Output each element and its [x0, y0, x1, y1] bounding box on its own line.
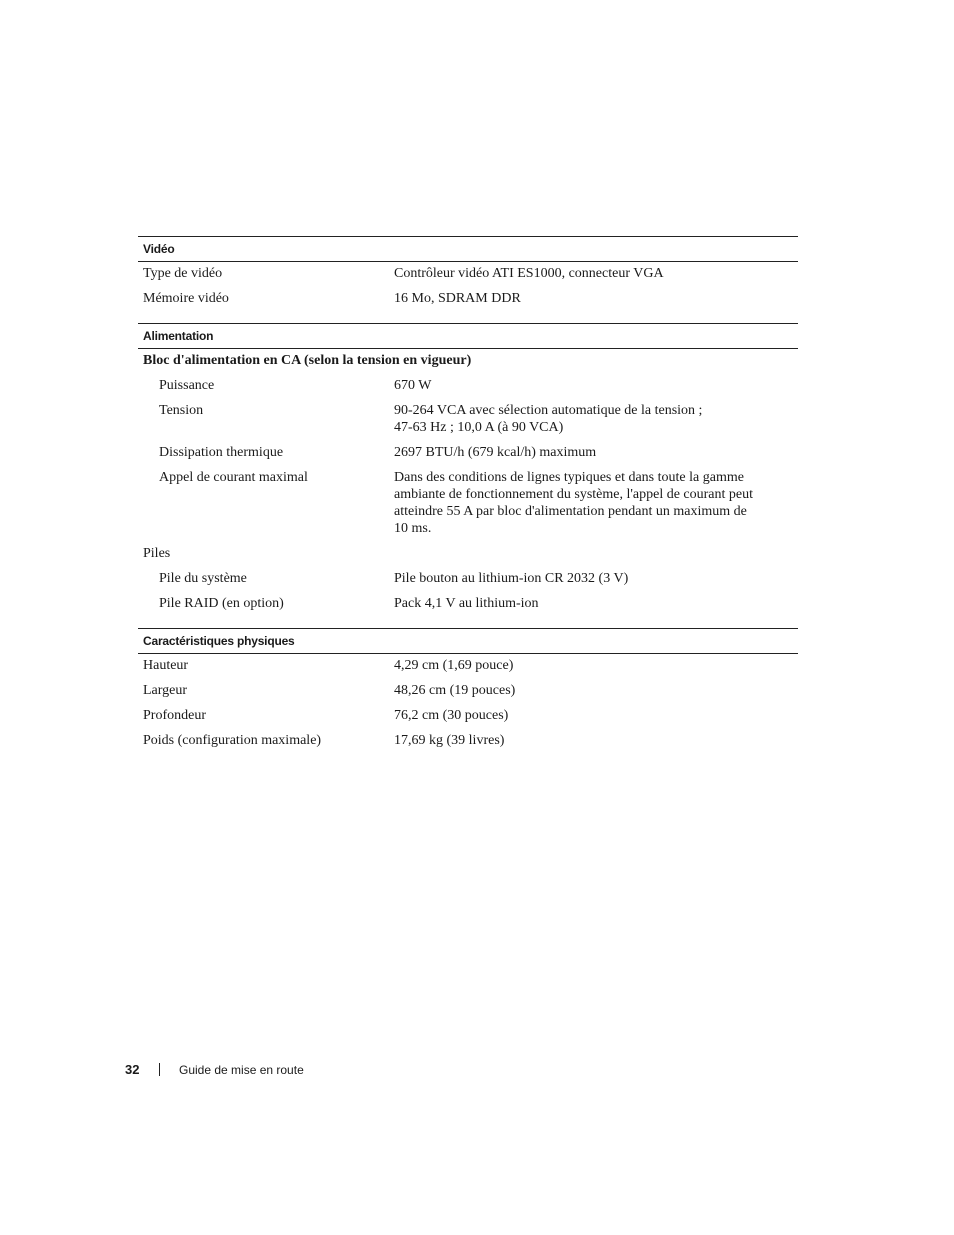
spec-label: Poids (configuration maximale) [143, 733, 322, 748]
spec-table [138, 236, 798, 765]
spec-value: Contrôleur vidéo ATI ES1000, connecteur VGA [394, 266, 664, 281]
spec-value: 76,2 cm (30 pouces) [394, 708, 509, 723]
guide-title: Guide de mise en route [179, 1062, 304, 1077]
section-header-power: Alimentation [138, 323, 798, 349]
spec-value: Pack 4,1 V au lithium-ion [394, 596, 539, 611]
spec-label: Puissance [159, 378, 215, 393]
spec-value: 17,69 kg (39 livres) [394, 733, 505, 748]
spec-row-video-memory [138, 290, 798, 307]
spec-value: 670 W [394, 378, 432, 393]
section-video [138, 236, 798, 307]
spec-row-heat-dissipation [138, 444, 798, 461]
spec-label: Mémoire vidéo [143, 291, 229, 306]
page-footer [125, 1062, 304, 1077]
spec-row-raid-battery [138, 595, 798, 612]
spec-row-wattage [138, 377, 798, 394]
spec-value: 90-264 VCA avec sélection automatique de la tension ; 47-63 Hz ; 10,0 A (à 90 VCA) [394, 403, 703, 435]
spec-value: 16 Mo, SDRAM DDR [394, 291, 521, 306]
spec-row-system-battery [138, 570, 798, 587]
spec-row-height [138, 657, 798, 674]
spec-label: Largeur [143, 683, 188, 698]
spec-label: Pile RAID (en option) [159, 596, 284, 611]
spec-row-weight [138, 732, 798, 749]
section-header-physical: Caractéristiques physiques [138, 628, 798, 654]
spec-row-depth [138, 707, 798, 724]
spec-label: Profondeur [143, 708, 206, 723]
section-header-video: Vidéo [138, 236, 798, 262]
spec-label: Tension [159, 403, 204, 418]
spec-value: 48,26 cm (19 pouces) [394, 683, 516, 698]
spec-label: Appel de courant maximal [159, 470, 308, 485]
spec-row-inrush-current [138, 469, 798, 537]
spec-label: Pile du système [159, 571, 247, 586]
section-physical [138, 628, 798, 749]
subheading-ac-power: Bloc d'alimentation en CA (selon la tension en vigueur) [143, 353, 472, 368]
spec-label: Hauteur [143, 658, 189, 673]
page-number: 32 [125, 1062, 140, 1077]
spec-value: 4,29 cm (1,69 pouce) [394, 658, 514, 673]
spec-row-width [138, 682, 798, 699]
spec-value: 2697 BTU/h (679 kcal/h) maximum [394, 445, 597, 460]
spec-value: Dans des conditions de lignes typiques et dans toute la gamme ambiante de fonctionnement du système, l'appel de courant peut atteindre 55 A par bloc d'alimentation pendant un maximum de 10 ms. [394, 470, 754, 536]
spec-row-voltage [138, 402, 798, 436]
footer-divider [159, 1063, 160, 1076]
section-power [138, 323, 798, 612]
spec-row-video-type [138, 265, 798, 282]
spec-label: Type de vidéo [143, 266, 223, 281]
subheading-batteries: Piles [143, 546, 171, 561]
spec-label: Dissipation thermique [159, 445, 284, 460]
spec-value: Pile bouton au lithium-ion CR 2032 (3 V) [394, 571, 629, 586]
